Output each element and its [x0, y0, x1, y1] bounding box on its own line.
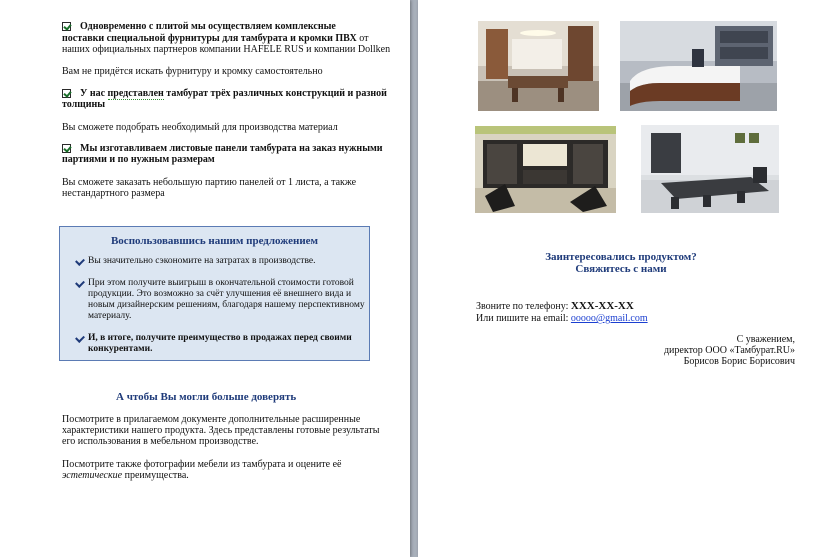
left-page	[0, 0, 410, 557]
note1: Вам не придётся искать фурнитуру и кромку самостоятельно	[62, 66, 323, 77]
cta-line1: Заинтересовались продуктом?	[545, 251, 697, 263]
offer-bullet-2-l1: При этом получите выигрыш в окончательной стоимости готовой	[88, 278, 354, 288]
offer-box	[59, 226, 370, 361]
photos-text-l1: Посмотрите также фотографии мебели из тамбурата и оцените её	[62, 459, 342, 470]
phone-row	[476, 301, 634, 313]
item2-line2: толщины	[62, 99, 106, 110]
photos-text-italic: эстетические	[62, 470, 123, 481]
trust-text-l1: Посмотрите в прилагаемом документе дополнительные расширенные	[62, 414, 361, 425]
offer-box-title: Воспользовавшись нашим предложением	[110, 235, 319, 247]
signature-l1: С уважением,	[736, 334, 795, 345]
item3-line2: партиями и по нужным размерам	[62, 154, 215, 165]
offer-bullet-3-l2: конкурентами.	[88, 344, 153, 354]
checkbox-icon	[62, 144, 71, 153]
trust-text-l3: его использования в мебельном производстве.	[62, 436, 259, 447]
item2-post: тамбурат трёх различных конструкций и разной	[163, 88, 387, 99]
email-row	[476, 313, 648, 325]
right-page	[418, 0, 824, 557]
trust-heading: А чтобы Вы могли больше доверять	[116, 391, 297, 403]
check-mark-icon	[75, 278, 85, 288]
conference-photo-icon	[641, 125, 779, 213]
checkbox-icon	[62, 89, 71, 98]
check-mark-icon	[75, 333, 85, 343]
offer-bullet-2-l4: материалу.	[88, 311, 132, 321]
cta-line2: Свяжитесь с нами	[575, 263, 667, 275]
reception-photo-icon	[620, 21, 777, 111]
item2-pre: У нас	[80, 88, 108, 99]
offer-bullet-1: Вы значительно сэкономите на затратах в производстве.	[88, 256, 316, 266]
email-label: Или пишите на email:	[476, 313, 571, 324]
item1-line1: Одновременно с плитой мы осуществляем комплексные	[80, 21, 336, 32]
trust-text-l2: характеристики нашего продукта. Здесь представлены готовые результаты	[62, 425, 380, 436]
offer-bullet-2-l3: новым дизайнерским решениям, благодаря нашему перспективному	[88, 300, 365, 310]
offer-bullet-3-l1: И, в итоге, получите преимущество в продажах перед своими	[88, 333, 352, 343]
photos-text-l2	[62, 470, 189, 482]
living-room-photo-icon	[475, 126, 616, 213]
phone-label: Звоните по телефону:	[476, 301, 571, 312]
office-photo-icon	[478, 21, 599, 111]
signature-l3: Борисов Борис Борисович	[683, 356, 795, 367]
checkbox-icon	[62, 22, 71, 31]
check-mark-icon	[75, 256, 85, 266]
item3-line1: Мы изготавливаем листовые панели тамбурата на заказ нужными	[80, 143, 383, 154]
signature-l2: директор ООО «Тамбурат.RU»	[663, 345, 795, 356]
note3-line1: Вы сможете заказать небольшую партию панелей от 1 листа, а также	[62, 177, 357, 188]
item1-line2-rest: от	[356, 33, 369, 44]
note2: Вы сможете подобрать необходимый для производства материал	[62, 122, 338, 133]
photos-text-rest: преимущества.	[122, 470, 189, 481]
email-link[interactable]: ooooo@gmail.com	[570, 313, 648, 324]
item2-squiggle-word: представлен	[107, 88, 164, 99]
phone-value: XXX-XX-XX	[570, 300, 634, 312]
offer-bullet-2-l2: продукции. Это возможно за счёт улучшения её внешнего вида и	[88, 289, 352, 299]
item2-line1	[80, 88, 387, 100]
item1-line2	[62, 33, 369, 45]
item1-line3: наших официальных партнеров компании HAFELE RUS и компании Dollken	[62, 44, 391, 55]
item1-line2-bold: поставки специальной фурнитуры для тамбурата и кромки ПВХ	[62, 33, 357, 44]
note3-line2: нестандартного размера	[62, 188, 165, 199]
